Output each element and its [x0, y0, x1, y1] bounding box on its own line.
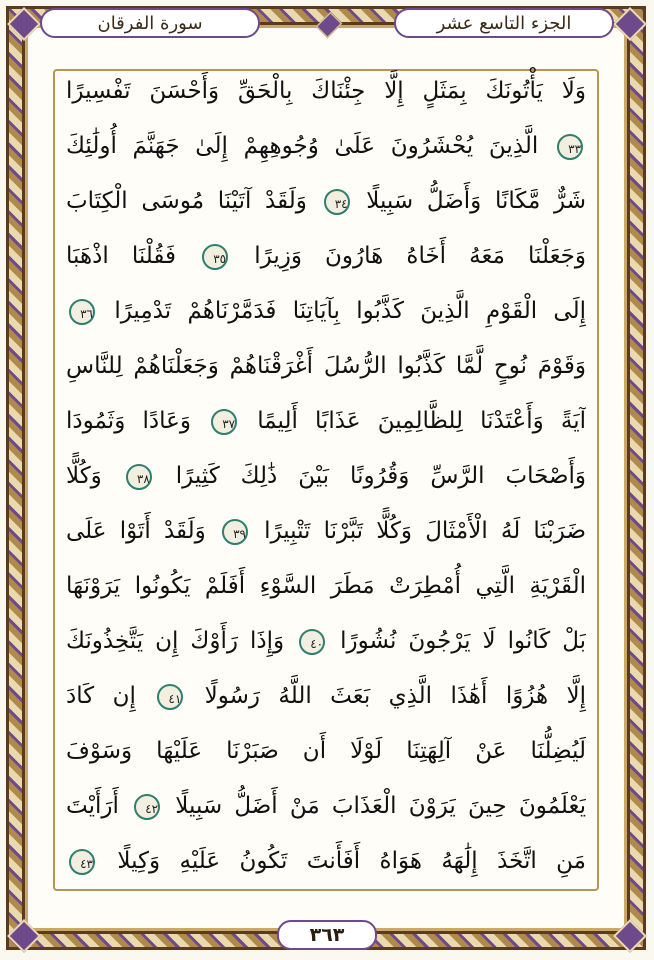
verse-text: آيَةً وَأَعْتَدْنَا لِلظَّالِمِينَ عَذَابًا أَلِيمًا	[257, 408, 586, 434]
ayah-number-marker: ٣٥	[202, 244, 228, 270]
ayah-number-marker: ٤٢	[134, 794, 160, 820]
text-line	[66, 779, 586, 834]
verse-text: وَلَقَدْ آتَيْنَا مُوسَى الْكِتَابَ	[66, 188, 307, 214]
verse-text: وَإِذَا رَأَوْكَ إِن يَتَّخِذُونَكَ	[66, 628, 285, 654]
text-line	[66, 119, 586, 174]
verse-text: مَنِ اتَّخَذَ إِلَٰهَهُ هَوَاهُ أَفَأَنتَ تَكُونُ عَلَيْهِ وَكِيلًا	[117, 848, 586, 874]
verse-text: وَلَقَدْ أَتَوْا عَلَى	[66, 518, 206, 544]
verse-text: لَيُضِلُّنَا عَنْ آلِهَتِنَا لَوْلَا أَن صَبَرْنَا عَلَيْهَا وَسَوْفَ	[66, 738, 586, 764]
ayah-number-marker: ٤١	[157, 684, 183, 710]
text-line	[66, 449, 586, 504]
text-line	[66, 174, 586, 229]
juz-title: الجزء التاسع عشر	[394, 8, 614, 38]
text-line	[66, 64, 586, 119]
verse-text: وَقَوْمَ نُوحٍ لَّمَّا كَذَّبُوا الرُّسُلَ أَغْرَقْنَاهُمْ وَجَعَلْنَاهُمْ لِلنَّاسِ	[66, 353, 586, 379]
ayah-number-marker: ٤٠	[299, 629, 325, 655]
text-line	[66, 669, 586, 724]
text-line	[66, 834, 586, 889]
ayah-number-marker: ٣٤	[324, 189, 350, 215]
verse-text: يَعْلَمُونَ حِينَ يَرَوْنَ الْعَذَابَ مَنْ أَضَلُّ سَبِيلًا	[175, 793, 586, 819]
ayah-number-marker: ٤٣	[69, 849, 95, 875]
verse-text: الْقَرْيَةِ الَّتِي أُمْطِرَتْ مَطَرَ السَّوْءِ أَفَلَمْ يَكُونُوا يَرَوْنَهَا	[66, 573, 586, 599]
ayah-number-marker: ٣٧	[211, 409, 237, 435]
verse-text: إِن كَادَ	[66, 683, 136, 709]
verse-text: أَرَأَيْتَ	[66, 793, 119, 819]
text-line	[66, 504, 586, 559]
ayah-number-marker: ٣٨	[126, 464, 152, 490]
text-line	[66, 559, 586, 614]
text-line	[66, 339, 586, 394]
text-line	[66, 229, 586, 284]
verse-text: الَّذِينَ يُحْشَرُونَ عَلَىٰ وُجُوهِهِمْ إِلَىٰ جَهَنَّمَ أُولَٰئِكَ	[66, 133, 539, 159]
verse-text: إِلَّا هُزُوًا أَهَٰذَا الَّذِي بَعَثَ اللَّهُ رَسُولًا	[204, 683, 586, 709]
page-number: ٣٦٣	[277, 920, 377, 950]
ayah-number-marker: ٣٣	[557, 134, 583, 160]
verse-text: وَكُلًّا	[66, 463, 102, 489]
ayah-number-marker: ٣٩	[222, 519, 248, 545]
verse-text: وَجَعَلْنَا مَعَهُ أَخَاهُ هَارُونَ وَزِيرًا	[254, 243, 586, 269]
verse-text: ضَرَبْنَا لَهُ الْأَمْثَالَ وَكُلًّا تَبَّرْنَا تَتْبِيرًا	[264, 518, 586, 544]
verse-text: وَلَا يَأْتُونَكَ بِمَثَلٍ إِلَّا جِئْنَاكَ بِالْحَقِّ وَأَحْسَنَ تَفْسِيرًا	[66, 78, 586, 104]
surah-title: سورة الفرقان	[40, 8, 260, 38]
verse-text: فَقُلْنَا اذْهَبَا	[66, 243, 177, 269]
text-line	[66, 284, 586, 339]
ayah-number-marker: ٣٦	[69, 299, 95, 325]
page-header	[0, 4, 654, 40]
quran-text-block	[66, 64, 586, 889]
verse-text: بَلْ كَانُوا لَا يَرْجُونَ نُشُورًا	[340, 628, 586, 654]
header-ornament-icon	[316, 12, 343, 39]
verse-text: وَعَادًا وَثَمُودَا	[66, 408, 191, 434]
verse-text: وَأَصْحَابَ الرَّسِّ وَقُرُونًا بَيْنَ ذَٰلِكَ كَثِيرًا	[175, 463, 586, 489]
text-line	[66, 394, 586, 449]
text-line	[66, 614, 586, 669]
verse-text: شَرٌّ مَّكَانًا وَأَضَلُّ سَبِيلًا	[366, 188, 586, 214]
verse-text: إِلَى الْقَوْمِ الَّذِينَ كَذَّبُوا بِآيَاتِنَا فَدَمَّرْنَاهُمْ تَدْمِيرًا	[114, 298, 586, 324]
text-line	[66, 724, 586, 779]
